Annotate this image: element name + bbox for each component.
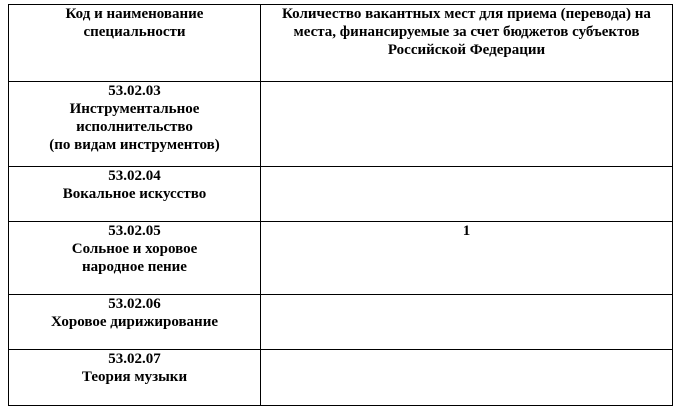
vacancy-count-cell: 1 [261,222,673,295]
table-row [9,350,673,406]
header-text-line: специальности [83,24,186,40]
specialty-cell [9,295,261,350]
specialty-name-line: исполнительство [76,119,193,135]
specialty-name-line: (по видам инструментов) [49,137,220,153]
specialty-name-line: Теория музыки [81,369,188,385]
specialty-name-line: Вокальное искусство [62,186,207,202]
header-text-line: Код и наименование [65,6,204,22]
specialty-name-line: Инструментальное [69,101,200,117]
specialty-name-line: Сольное и хоровое [71,241,198,257]
header-vacancies [261,5,673,82]
specialty-code: 53.02.06 [108,296,161,312]
table-header-row [9,5,673,82]
specialty-name-line: народное пение [82,259,187,275]
header-text-line: Российской Федерации [387,42,546,58]
specialty-code: 53.02.07 [108,351,161,367]
specialty-cell [9,82,261,167]
vacancy-count-cell [261,295,673,350]
header-text-line: Количество вакантных мест для приема (перевода) на [282,6,651,22]
specialty-cell [9,222,261,295]
header-text-line: места, финансируемые за счет бюджетов субъектов [293,24,640,40]
specialty-code: 53.02.03 [108,83,161,99]
vacancy-count-cell [261,350,673,406]
vacancy-count-cell [261,167,673,222]
table-row [9,167,673,222]
specialty-cell [9,350,261,406]
specialty-code: 53.02.05 [108,223,161,239]
header-specialty [9,5,261,82]
specialty-cell [9,167,261,222]
table-row [9,295,673,350]
table-row [9,222,673,295]
vacancy-count-cell [261,82,673,167]
table-row [9,82,673,167]
specialty-name-line: Хоровое дирижирование [51,314,218,330]
vacancy-table [8,4,673,406]
specialty-code: 53.02.04 [108,168,161,184]
